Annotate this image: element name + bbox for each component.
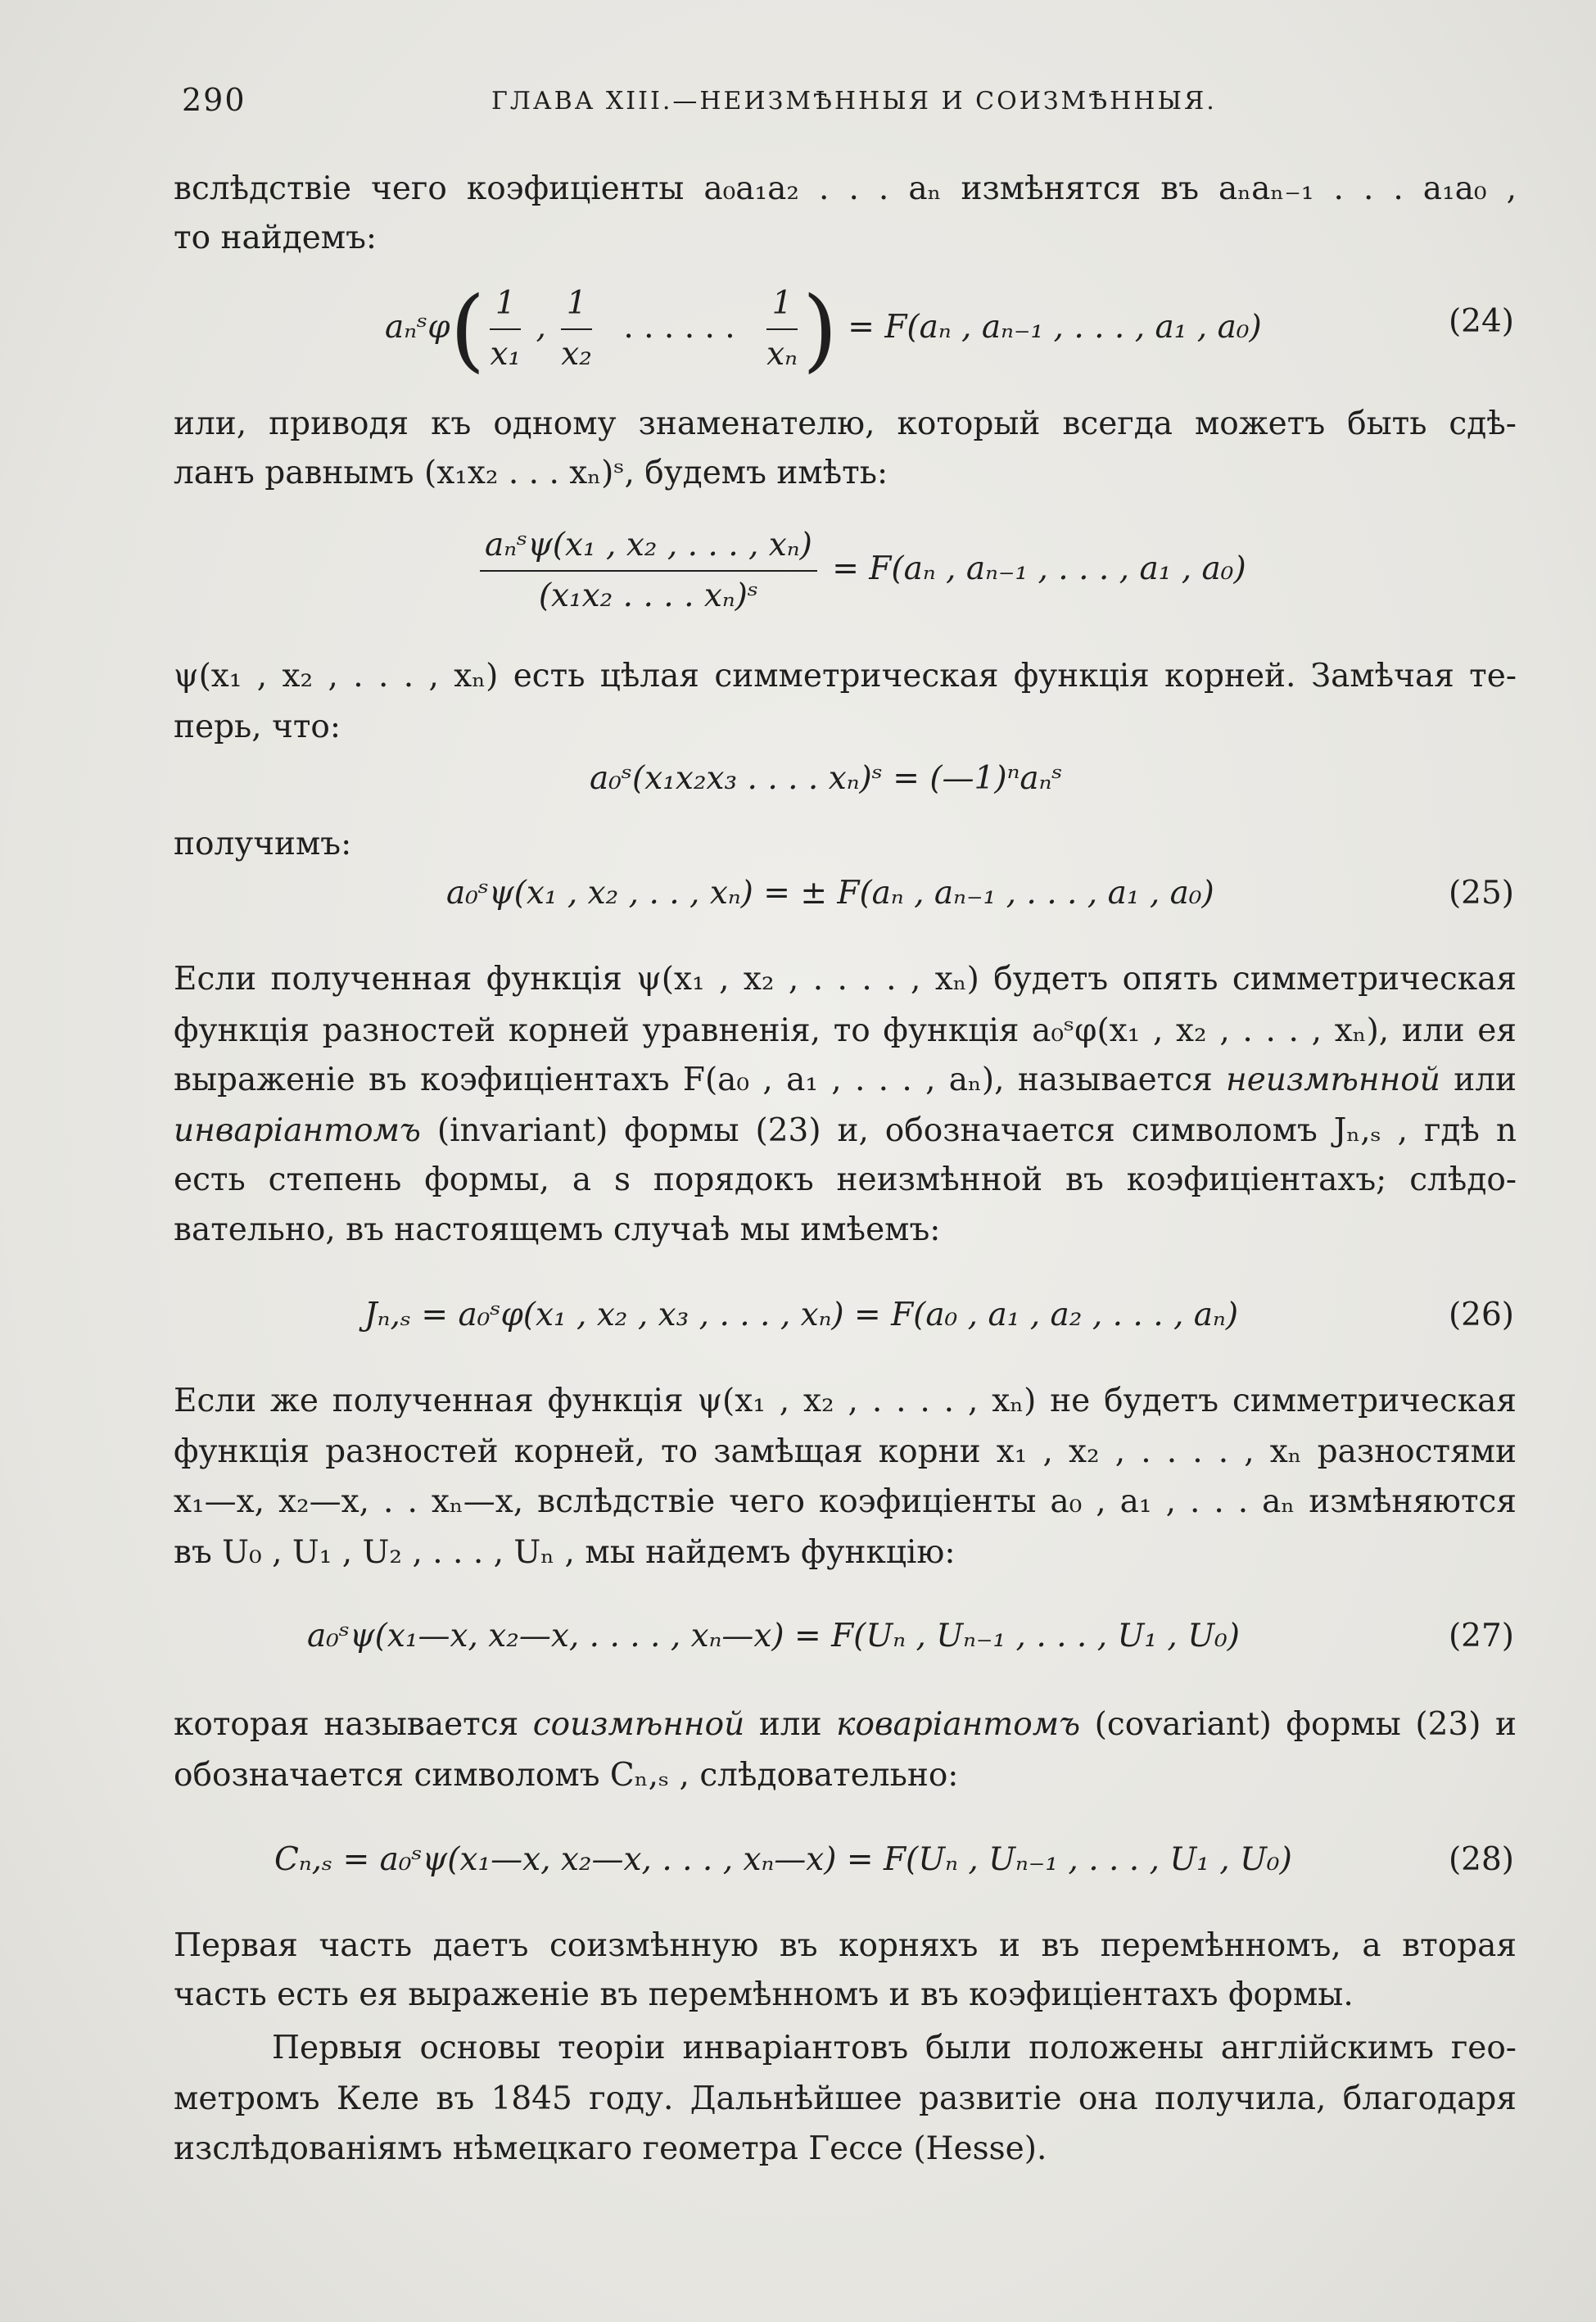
text-line-7: получимъ: bbox=[174, 826, 352, 862]
term-neizmennoi: неизмѣнной bbox=[1226, 1061, 1440, 1098]
eq28-number: (28) bbox=[1448, 1841, 1514, 1878]
eq24-f1-num: 1 bbox=[490, 283, 521, 330]
text-line-4: ланъ равнымъ (x₁x₂ . . . xₙ)ˢ, будемъ имѣть: bbox=[174, 455, 888, 491]
text-line-8: Если полученная функція ψ(x₁ , x₂ , . . . . , xₙ) будетъ опять симметрическая bbox=[174, 961, 1517, 998]
l18-a: которая называется bbox=[174, 1706, 519, 1743]
eqA-rhs: = F(aₙ , aₙ₋₁ , . . . , a₁ , a₀) bbox=[832, 550, 1246, 587]
l18-c: или bbox=[758, 1706, 822, 1743]
term-invariantom: инваріантомъ bbox=[174, 1112, 421, 1149]
page-number: 290 bbox=[182, 82, 246, 118]
text-line-24: изслѣдованіямъ нѣмецкаго геометра Гессе (Hesse). bbox=[174, 2130, 1047, 2167]
eqA-den: (x₁x₂ . . . . xₙ)ˢ bbox=[538, 577, 759, 614]
eqA-fraction bbox=[480, 524, 817, 618]
eq24-f1-den: x₁ bbox=[490, 336, 522, 373]
text-line-10 bbox=[174, 1059, 1517, 1102]
text-line-3: или, приводя къ одному знаменателю, который всегда можетъ быть сдѣ- bbox=[174, 405, 1517, 442]
text-line-18 bbox=[174, 1704, 1517, 1746]
text-line-12: есть степень формы, а s порядокъ неизмѣнной въ коэфиціентахъ; слѣдо- bbox=[174, 1161, 1517, 1198]
eq27-number: (27) bbox=[1448, 1618, 1514, 1654]
eq28-text: Cₙ,ₛ = a₀ˢψ(x₁—x, x₂—x, . . . , xₙ—x) = F(Uₙ , Uₙ₋₁ , . . . , U₁ , U₀) bbox=[274, 1841, 1292, 1878]
l18-e: (covariant) формы (23) и bbox=[1094, 1706, 1517, 1743]
eq24-lhs-prefix: aₙˢφ bbox=[385, 309, 450, 346]
eq24-fraction-1 bbox=[490, 283, 521, 376]
text-line-20: Первая часть даетъ соизмѣнную въ корняхъ и въ перемѣнномъ, а вторая bbox=[174, 1927, 1517, 1964]
text-line-1: вслѣдствіе чего коэфиціенты a₀a₁a₂ . . . aₙ измѣнятся въ aₙaₙ₋₁ . . . a₁a₀ , bbox=[174, 170, 1517, 207]
text-line-5: ψ(x₁ , x₂ , . . . , xₙ) есть цѣлая симметрическая функція корней. Замѣчая те- bbox=[174, 658, 1517, 695]
running-title: ГЛАВА XIII.—НЕИЗМѢННЫЯ И СОИЗМѢННЫЯ. bbox=[491, 87, 1217, 115]
eq24-left-paren: ( bbox=[450, 277, 486, 382]
text-line-17: въ U₀ , U₁ , U₂ , . . . , Uₙ , мы найдемъ функцію: bbox=[174, 1534, 956, 1571]
eq25-text: a₀ˢψ(x₁ , x₂ , . . , xₙ) = ± F(aₙ , aₙ₋₁ , . . . , a₁ , a₀) bbox=[446, 875, 1214, 912]
eq24-fraction-3 bbox=[766, 283, 798, 376]
eq24-fraction-2 bbox=[561, 283, 592, 376]
term-kovariantom: коваріантомъ bbox=[836, 1706, 1081, 1743]
eq24-f3-den: xₙ bbox=[766, 336, 798, 373]
text-line-21: часть есть ея выраженіе въ перемѣнномъ и въ коэфиціентахъ формы. bbox=[174, 1976, 1354, 2013]
term-soizmennoi: соизмѣнной bbox=[532, 1706, 745, 1743]
text-line-23: метромъ Келе въ 1845 году. Дальнѣйшее развитіе она получила, благодаря bbox=[174, 2080, 1517, 2117]
text-line-6: перь, что: bbox=[174, 708, 341, 745]
text-line-11 bbox=[174, 1110, 1517, 1152]
eq24-f2-den: x₂ bbox=[561, 336, 592, 373]
eq24-f2-num: 1 bbox=[561, 283, 592, 330]
eq24-number: (24) bbox=[1448, 303, 1514, 340]
eq24-f3-num: 1 bbox=[766, 283, 798, 330]
text-line-14: Если же полученная функція ψ(x₁ , x₂ , . . . . , xₙ) не будетъ симметрическая bbox=[174, 1383, 1517, 1419]
eq27-text: a₀ˢψ(x₁—x, x₂—x, . . . . , xₙ—x) = F(Uₙ , Uₙ₋₁ , . . . , U₁ , U₀) bbox=[307, 1618, 1240, 1654]
equation-fraction bbox=[0, 524, 1596, 614]
text-line-9: функція разностей корней уравненія, то функція a₀ˢφ(x₁ , x₂ , . . . , xₙ), или ея bbox=[174, 1012, 1517, 1049]
eq26-text: Jₙ,ₛ = a₀ˢφ(x₁ , x₂ , x₃ , . . . , xₙ) = F(a₀ , a₁ , a₂ , . . . , aₙ) bbox=[364, 1297, 1239, 1333]
text-line-2: то найдемъ: bbox=[174, 220, 378, 256]
text-line-19: обозначается символомъ Cₙ,ₛ , слѣдовательно: bbox=[174, 1757, 959, 1794]
eq24-right-paren: ) bbox=[802, 277, 838, 382]
text-line-22: Первыя основы теоріи инваріантовъ были положены англійскимъ гео- bbox=[272, 2030, 1517, 2066]
eq25-number: (25) bbox=[1448, 875, 1514, 912]
eq26-number: (26) bbox=[1448, 1297, 1514, 1333]
text-line-16: x₁—x, x₂—x, . . xₙ—x, вслѣдствіе чего коэфиціенты a₀ , a₁ , . . . aₙ измѣняются bbox=[174, 1483, 1517, 1520]
eqA-num: aₙˢψ(x₁ , x₂ , . . . , xₙ) bbox=[480, 524, 817, 572]
text-line-15: функція разностей корней, то замѣщая корни x₁ , x₂ , . . . . , xₙ разностями bbox=[174, 1433, 1517, 1470]
equation-24: aₙˢφ( $\frac{1}{\text{x₁}}$ , $\frac{1}{\text{x₂}}$ . . . . . . $\frac{1}{\text{xₙ}}$ ) = F(aₙ , aₙ₋₁ , . . . , a₁ , a₀) (24) bbox=[385, 277, 1514, 382]
l10-c: или bbox=[1454, 1061, 1517, 1098]
text-line-13: вательно, въ настоящемъ случаѣ мы имѣемъ: bbox=[174, 1211, 941, 1248]
l10-a: выраженіе въ коэфиціентахъ F(a₀ , a₁ , . . . , aₙ), называется bbox=[174, 1061, 1213, 1098]
l11-b: (invariant) формы (23) и, обозначается символомъ Jₙ,ₛ , гдѣ n bbox=[436, 1112, 1517, 1149]
eq24-dots: . . . . . . bbox=[623, 309, 735, 346]
eqB-text: a₀ˢ(x₁x₂x₃ . . . . xₙ)ˢ = (—1)ⁿaₙˢ bbox=[590, 760, 1063, 797]
eq24-rhs: = F(aₙ , aₙ₋₁ , . . . , a₁ , a₀) bbox=[848, 309, 1262, 346]
